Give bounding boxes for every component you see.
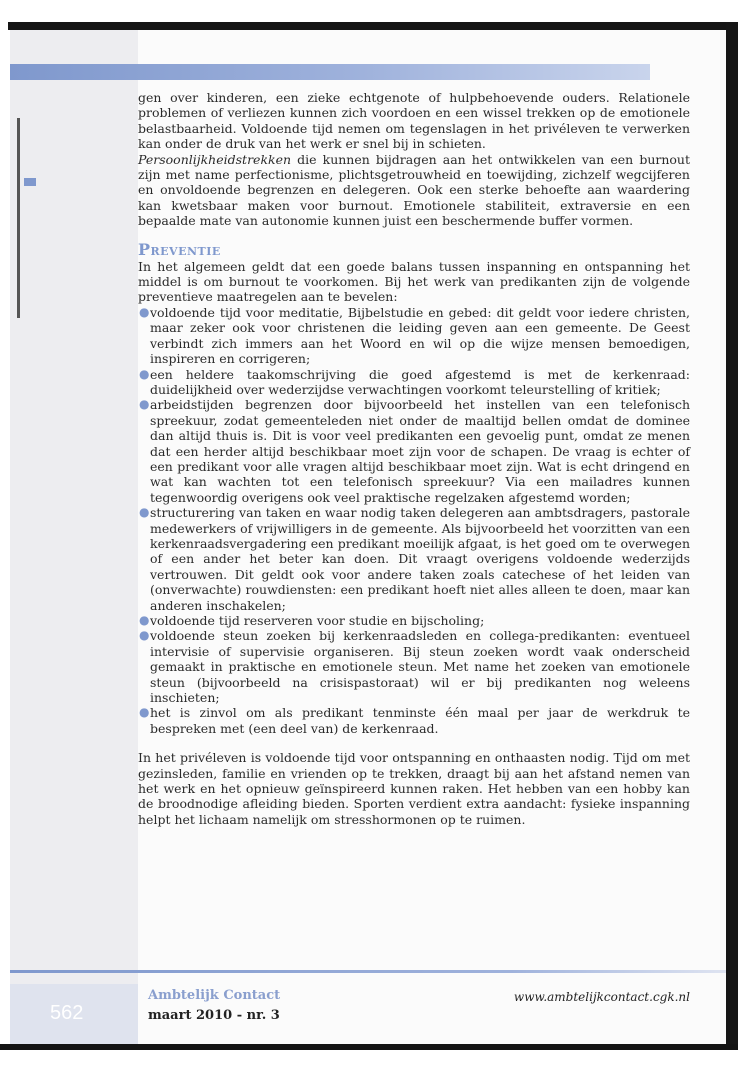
scan-top-edge bbox=[8, 22, 732, 30]
footer-rule bbox=[10, 970, 726, 973]
bullet-icon: ● bbox=[139, 366, 150, 381]
prevention-list bbox=[138, 305, 690, 736]
intro-paragraph: gen over kinderen, een zieke echtgenote of hulpbehoevende ouders. Relationele problemen of verliezen kunnen zich voordoen en een wissel trekken op de emotionele belastbaarheid. Voldoende tijd nemen om tegenslagen in het privéleven te verwerken kan onder de druk van het werk er snel bij in schieten. bbox=[138, 90, 690, 152]
margin-accent-mark bbox=[24, 178, 36, 186]
list-item: ● voldoende tijd reserveren voor studie en bijscholing; bbox=[139, 613, 485, 628]
traits-paragraph bbox=[138, 152, 690, 229]
prevention-intro: In het algemeen geldt dat een goede balans tussen inspanning en ontspanning het middel is om burnout te voorkomen. Bij het werk van predikanten zijn de volgende preventieve maatregelen aan te bevelen: bbox=[138, 258, 690, 305]
traits-term: Persoonlijkheidstrekken bbox=[138, 151, 292, 167]
page-number: 562 bbox=[50, 1002, 84, 1024]
closing-paragraph: In het privéleven is voldoende tijd voor ontspanning en onthaasten nodig. Tijd om met gezinsleden, familie en vrienden op te trekken, draagt bij aan het afstand nemen van het werk en het opnieuw geïnspireerd kunnen raken. Het hebben van een hobby kan de broodnodige afleiding bieden. Sporten verdient extra aandacht: fysieke inspanning helpt het lichaam namelijk om stresshormonen op te ruimen. bbox=[138, 750, 690, 827]
list-item: ● voldoende steun zoeken bij kerkenraadsleden en collega-predikanten: eventueel intervisie of supervisie organiseren. Bij steun zoeken wordt vaak onderscheid gemaakt in praktische en emotionele steun. Met name het zoeken van emotionele steun (bijvoorbeeld na crisispastoraat) wil er bij predikanten nog weleens inschieten; bbox=[139, 628, 690, 706]
scan-right-edge bbox=[726, 22, 738, 1052]
publication-url: www.ambtelijkcontact.cgk.nl bbox=[513, 990, 690, 1004]
scan-bottom-edge bbox=[0, 1044, 738, 1074]
paragraph-gap bbox=[138, 736, 690, 750]
bullet-icon: ● bbox=[139, 304, 150, 319]
section-heading-preventie: Preventie bbox=[138, 239, 221, 259]
list-item: ● structurering van taken en waar nodig taken delegeren aan ambtsdragers, pastorale medewerkers of vrijwilligers in de gemeente. Als bijvoorbeeld het voorzitten van een kerkenraadsvergadering een predikant moeilijk afgaat, is het goed om te overwegen of een ander het beter kan doen. Dit vraagt overigens voldoende wederzijds vertrouwen. Dit geldt ook voor andere taken zoals catechese of het leiden van (onverwachte) rouwdiensten: een predikant hoeft niet alles alleen te doen, maar kan anderen inschakelen; bbox=[139, 505, 690, 613]
bullet-icon: ● bbox=[139, 397, 150, 412]
list-item: ● een heldere taakomschrijving die goed afgestemd is met de kerkenraad: duidelijkheid over wederzijdse verwachtingen voorkomt teleurstelling of kritiek; bbox=[139, 366, 690, 397]
list-item: ● het is zinvol om als predikant tenminste één maal per jaar de werkdruk te bespreken met (een deel van) de kerkenraad. bbox=[139, 705, 690, 736]
bullet-icon: ● bbox=[139, 613, 150, 627]
bullet-icon: ● bbox=[139, 628, 150, 643]
header-accent-bar bbox=[10, 64, 650, 80]
bullet-icon: ● bbox=[139, 505, 150, 520]
list-item: ● arbeidstijden begrenzen door bijvoorbeeld het instellen van een telefonisch spreekuur, zodat gemeenteleden niet onder de maaltijd bellen omdat de dominee dan altijd thuis is. Dit is voor veel predikanten een gevoelig punt, omdat ze menen dat een herder altijd beschikbaar moet zijn voor de schapen. De vraag is echter of een predikant voor alle vragen altijd beschikbaar moet zijn. Wat is echt dringend en wat kan wachten tot een telefonisch spreekuur? Via een mailadres kunnen tegenwoordig overigens ook veel praktische regelzaken afgestemd worden; bbox=[139, 397, 690, 505]
binding-mark bbox=[17, 118, 20, 318]
publication-issue: maart 2010 - nr. 3 bbox=[148, 1008, 280, 1023]
traits-text: die kunnen bijdragen aan het ontwikkelen van een burnout zijn met name perfectionisme, plichtsgetrouwheid en toewijding, zichzelf wegcijferen en onvoldoende begrenzen en delegeren. Ook een sterke behoefte aan waardering kan kwetsbaar maken voor burnout. Emotionele stabiliteit, extraversie en een bepaalde mate van autonomie kunnen juist een beschermende buffer vormen. bbox=[138, 151, 690, 229]
publication-name: Ambtelijk Contact bbox=[148, 988, 281, 1003]
list-item: ● voldoende tijd voor meditatie, Bijbelstudie en gebed: dit geldt voor iedere christen, maar zeker ook voor christenen die leiding geven aan een gemeente. De Geest verbindt zich immers aan het Woord en wil op die wijze mensen bemoedigen, inspireren en corrigeren; bbox=[139, 304, 690, 367]
bullet-icon: ● bbox=[139, 705, 150, 720]
article-body bbox=[138, 90, 690, 827]
